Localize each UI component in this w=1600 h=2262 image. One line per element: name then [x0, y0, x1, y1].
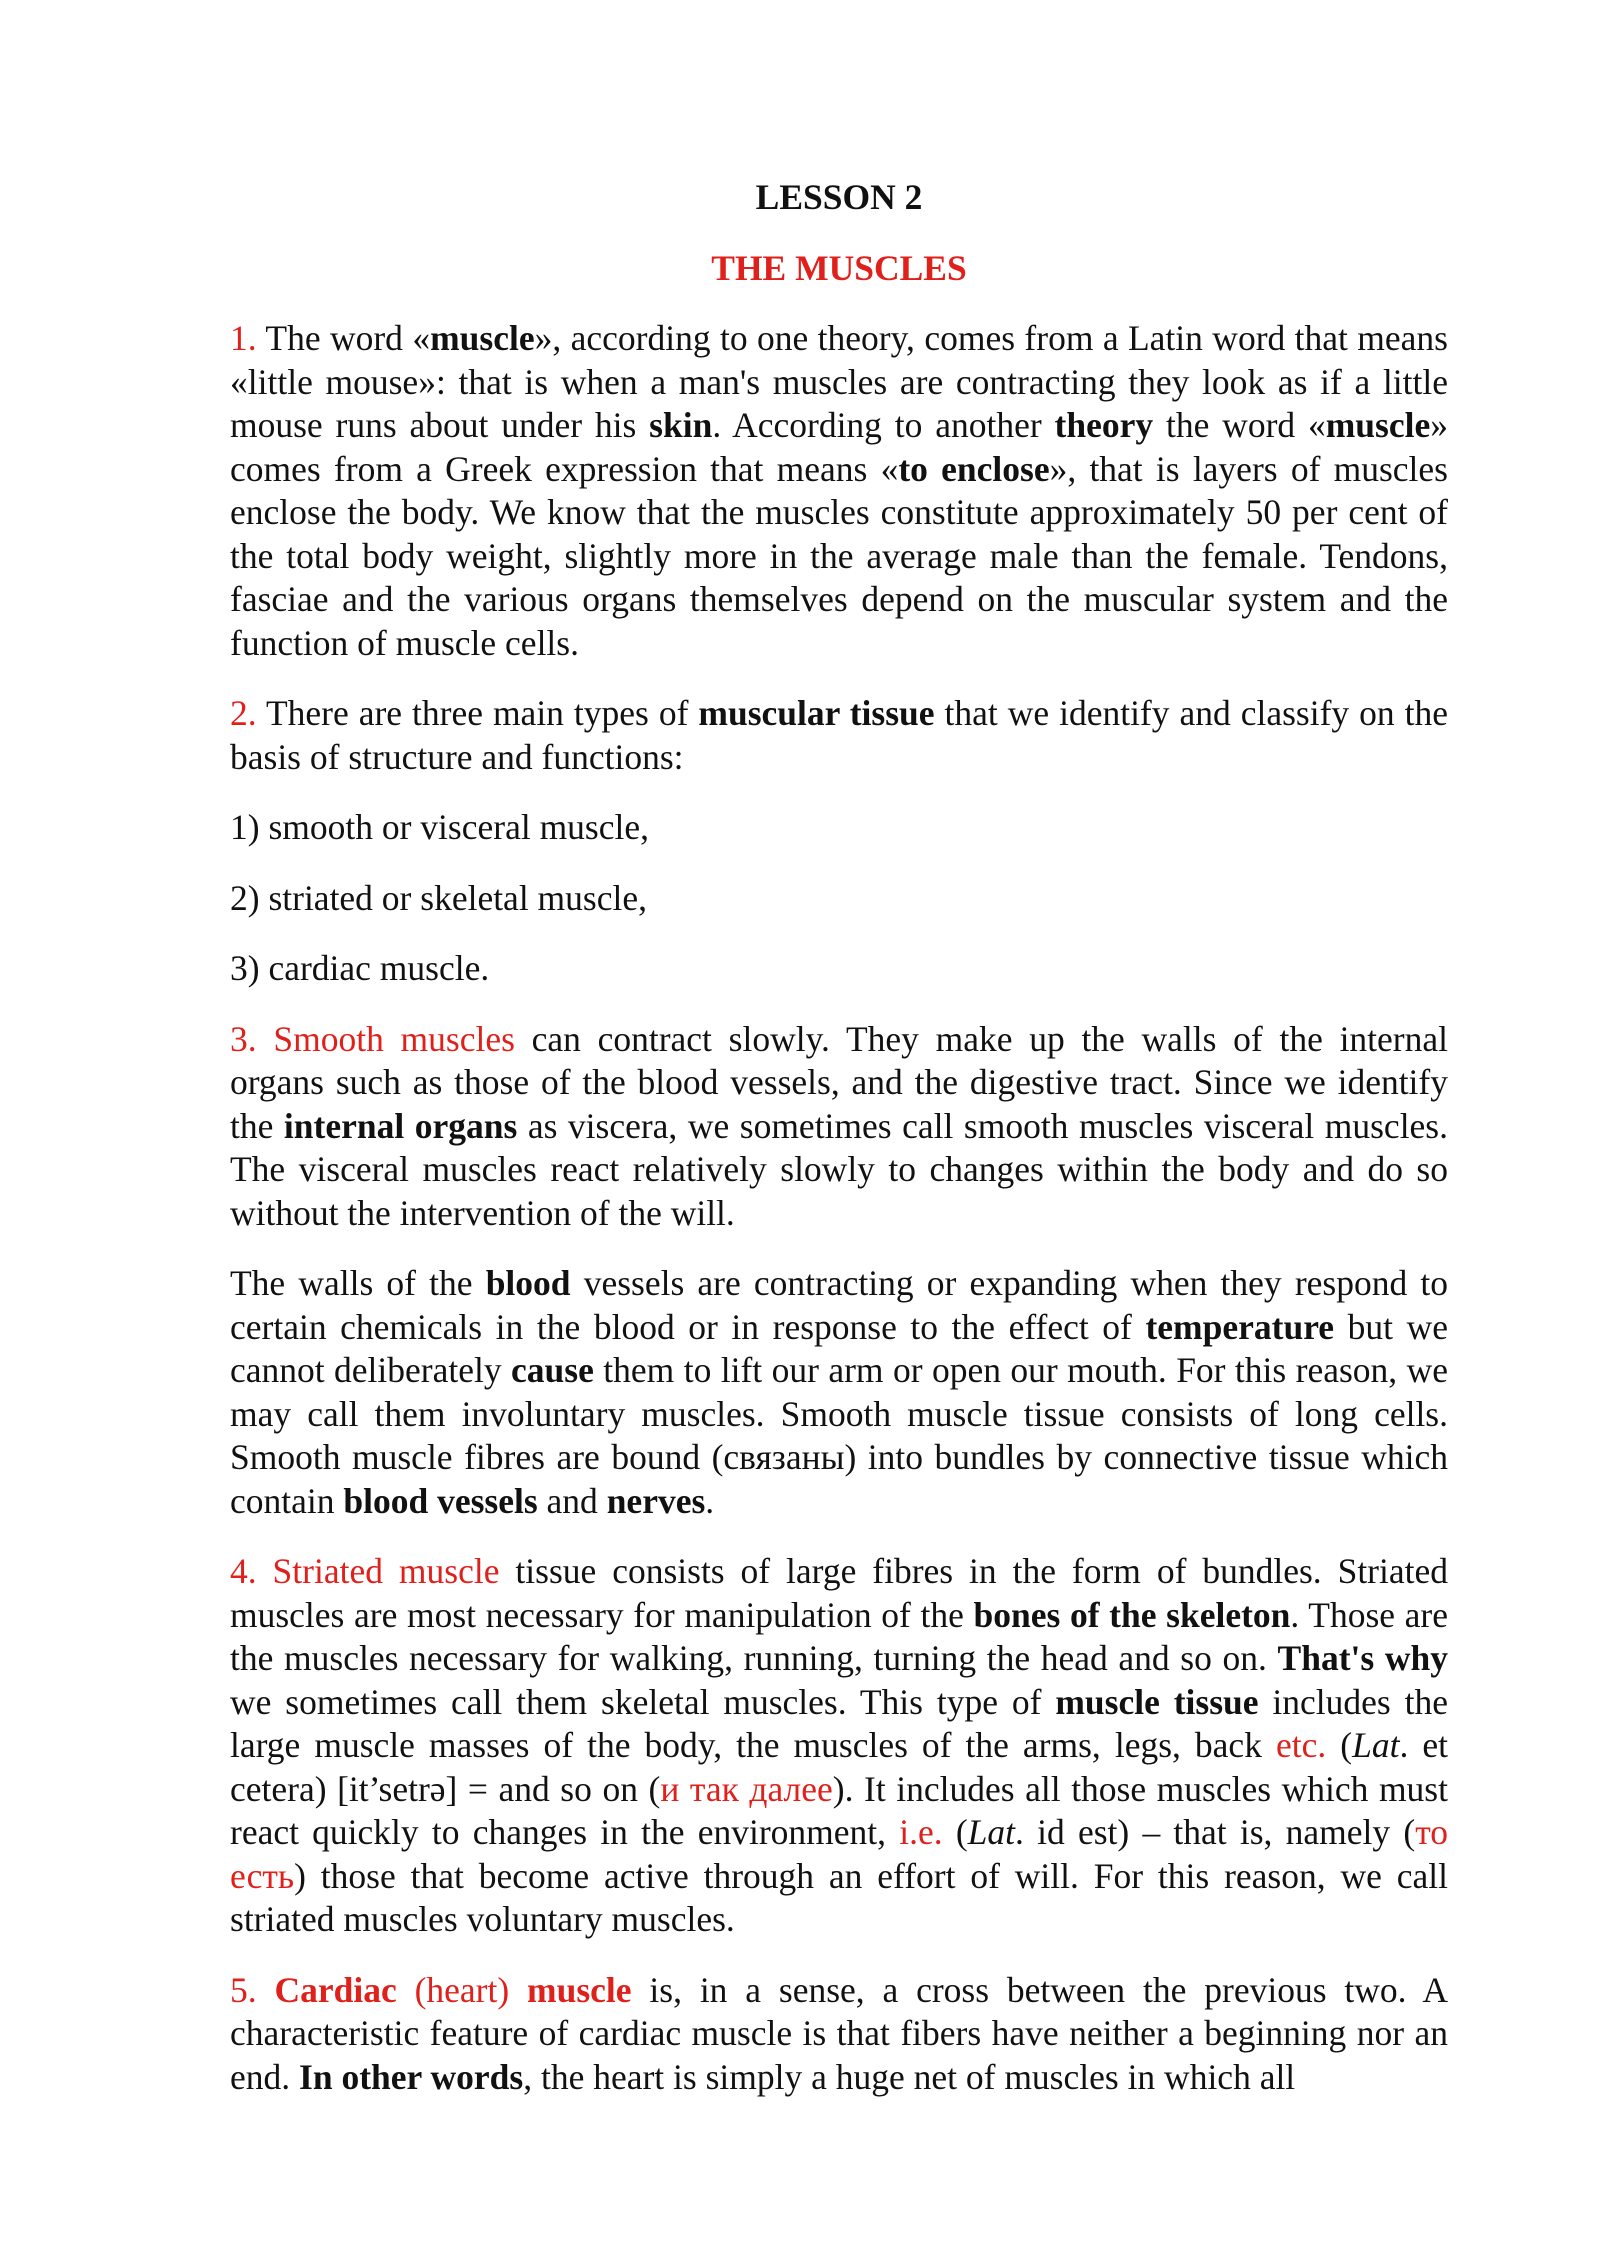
list-item: 1) smooth or visceral muscle, — [230, 807, 649, 847]
text: The word « — [256, 318, 431, 358]
text: The walls of the — [230, 1263, 486, 1303]
paragraph-1 — [230, 317, 1448, 665]
bold-term: muscle tissue — [1055, 1681, 1259, 1722]
red-term: i.e. — [899, 1812, 943, 1852]
bold-term: muscular tissue — [698, 693, 935, 733]
list-item: 2) striated or skeletal muscle, — [230, 877, 647, 918]
paragraph-number: 4. Striated muscle — [230, 1551, 500, 1591]
lesson-title: THE MUSCLES — [711, 247, 967, 288]
bold-term: In other words — [299, 2056, 524, 2097]
paragraph-5 — [230, 1550, 1448, 1942]
text: ( — [942, 1812, 968, 1852]
bold-term: internal organs — [283, 1105, 518, 1146]
list-item: 3) cardiac muscle. — [230, 948, 490, 988]
text: as viscera, we sometimes call smooth muscles visceral muscles. The visceral muscles react relatively slowly to changes within the body and do so without the intervention of the will. — [230, 1105, 1448, 1233]
text: the word « — [1153, 405, 1326, 445]
text: . Those are the muscles necessary for walking, running, turning the head and so on. — [230, 1594, 1448, 1678]
text: . — [705, 1480, 715, 1521]
text: , the heart is simply a huge net of muscles in which all — [523, 2056, 1296, 2097]
text: includes the large muscle masses of the body, the muscles of the arms, legs, back — [230, 1681, 1448, 1765]
text: ) those that become active through an effort of will. For this reason, we call striated muscles voluntary muscles. — [230, 1855, 1448, 1939]
bold-term: bones of the skeleton — [973, 1594, 1291, 1635]
text: but we cannot deliberately — [230, 1306, 1448, 1390]
bold-term: That's why — [1277, 1638, 1448, 1678]
paragraph-3 — [230, 1018, 1448, 1236]
text: » comes from a Greek expression that means « — [230, 405, 1448, 489]
bold-red-term: Cardiac — [274, 1969, 397, 2010]
text: There are three main types of — [256, 693, 699, 733]
text: », according to one theory, comes from a Latin word that means «little mouse»: that is when a man's muscles are contracting they look as if a little mouse runs about under his — [230, 318, 1448, 445]
bold-term: temperature — [1145, 1306, 1335, 1347]
bold-red-term: muscle — [527, 1969, 632, 2010]
text: is, in a sense, a cross between the previous two. A characteristic feature of cardiac muscle is that fibers have neither a beginning nor an end. — [230, 1969, 1449, 2097]
text: that we identify and classify on the basis of structure and functions: — [230, 693, 1448, 777]
bold-term: blood — [485, 1263, 571, 1303]
text: them to lift our arm or open our mouth. For this reason, we may call them involuntary muscles. Smooth muscle tissue consists of long cells. Smooth muscle fibres are bound (связаны) into bundles by connective tissue which contain — [230, 1350, 1449, 1521]
bold-term: muscle — [430, 318, 535, 358]
bold-term: nerves — [606, 1480, 706, 1521]
paragraph-4 — [230, 1262, 1448, 1523]
paragraph-2 — [230, 692, 1448, 779]
document-page — [230, 176, 1448, 2126]
bold-term: theory — [1054, 405, 1154, 445]
text: ). It includes all those muscles which must react quickly to changes in the environment, — [230, 1768, 1448, 1852]
text: tissue consists of large fibres in the form of bundles. Striated muscles are most necessary for manipulation of the — [230, 1551, 1448, 1635]
paragraph-6 — [230, 1969, 1448, 2100]
paragraph-number: 2. — [230, 693, 257, 733]
text: can contract slowly. They make up the walls of the internal organs such as those of the blood vessels, and the digestive tract. Since we identify the — [230, 1018, 1448, 1146]
paragraph-number: 1. — [230, 318, 257, 358]
text: and — [537, 1480, 607, 1521]
bold-term: blood vessels — [343, 1480, 538, 1521]
bold-term: cause — [511, 1350, 594, 1390]
bold-term: skin — [649, 405, 713, 445]
text: ( — [1326, 1725, 1353, 1765]
italic-term: Lat — [967, 1812, 1016, 1852]
text: », that is layers of muscles enclose the body. We know that the muscles constitute approximately 50 per cent of the total body weight, slightly more in the average male than the female. Tendons, fasciae and the various organs themselves depend on the muscular system and the function of muscle cells. — [230, 448, 1448, 663]
red-term: то есть — [230, 1812, 1448, 1896]
text: we sometimes call them skeletal muscles. This type of — [230, 1681, 1056, 1722]
text: vessels are contracting or expanding when they respond to certain chemicals in the blood or in response to the effect of — [230, 1263, 1448, 1347]
red-term: etc. — [1275, 1725, 1327, 1765]
red-term: и так далее — [660, 1768, 833, 1809]
red-term: (heart) — [396, 1969, 528, 2010]
paragraph-number: 3. Smooth muscles — [230, 1018, 515, 1059]
lesson-heading: LESSON 2 — [755, 177, 923, 217]
bold-term: muscle — [1325, 405, 1431, 445]
paragraph-number: 5. — [230, 1969, 275, 2010]
text: . id est) – that is, namely ( — [1015, 1812, 1416, 1852]
bold-term: to enclose — [898, 448, 1050, 489]
text: . According to another — [712, 405, 1055, 445]
text: . et cetera) [it’setrə] = and so on ( — [230, 1725, 1448, 1809]
italic-term: Lat — [1352, 1725, 1400, 1765]
